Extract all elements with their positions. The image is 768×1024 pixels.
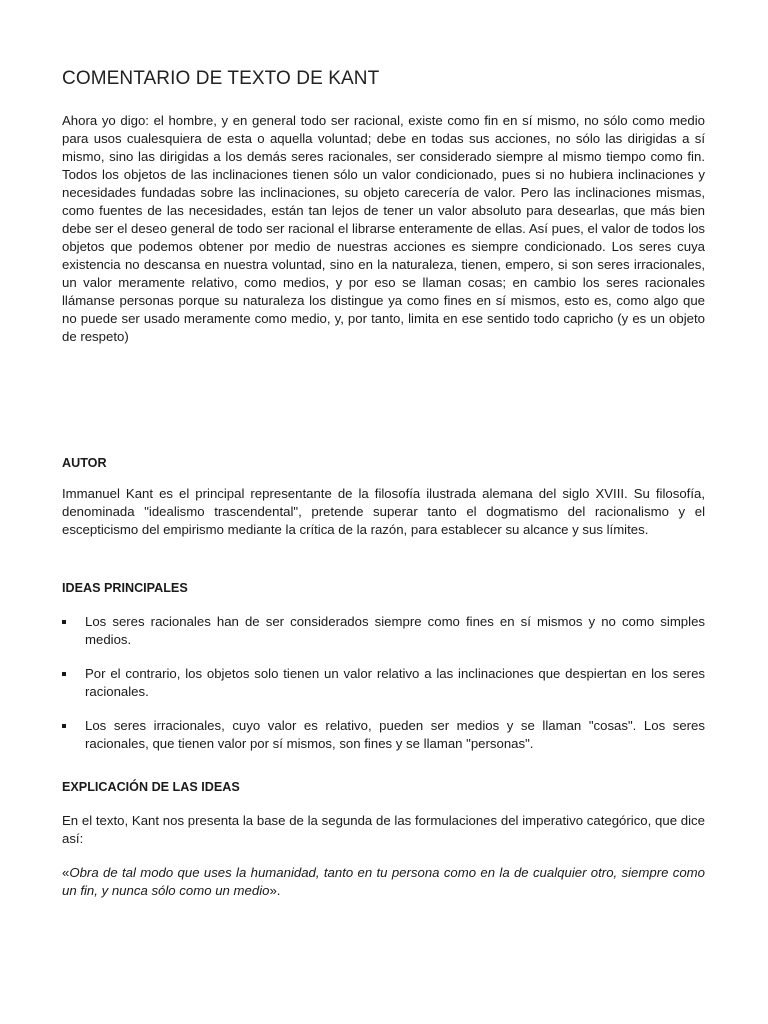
ideas-list <box>62 613 705 753</box>
list-item <box>62 665 705 701</box>
list-item <box>62 613 705 649</box>
document-title: COMENTARIO DE TEXTO DE KANT <box>62 68 380 89</box>
imperative-quote <box>62 864 705 900</box>
section-heading-autor: AUTOR <box>62 456 107 470</box>
idea-text: Por el contrario, los objetos solo tienen un valor relativo a las inclinaciones que despiertan en los seres racionales. <box>85 666 705 699</box>
quote-close-mark: ». <box>269 883 281 898</box>
idea-text: Los seres racionales han de ser considerados siempre como fines en sí mismos y no como simples medios. <box>85 614 705 647</box>
square-bullet-icon <box>62 672 66 676</box>
spacer <box>62 346 705 454</box>
square-bullet-icon <box>62 724 66 728</box>
quote-text: Obra de tal modo que uses la humanidad, tanto en tu persona como en la de cualquier otro, siempre como un fin, y nunca sólo como un medio <box>62 865 705 898</box>
kant-excerpt-paragraph: Ahora yo digo: el hombre, y en general todo ser racional, existe como fin en sí mismo, no sólo como medio para usos cualesquiera de esta o aquella voluntad; debe en todas sus acciones, no sólo las dirigidas a sí mismo, sino las dirigidas a los demás seres racionales, ser considerado siempre al mismo tiempo como fin. Todos los objetos de las inclinaciones tienen sólo un valor condicionado, pues si no hubiera inclinaciones y necesidades fundadas sobre las inclinaciones, su objeto carecería de valor. Pero las inclinaciones mismas, como fuentes de las necesidades, están tan lejos de tener un valor absoluto para desearlas, que más bien debe ser el deseo general de todo ser racional el librarse enteramente de ellas. Así pues, el valor de todos los objetos que podemos obtener por medio de nuestras acciones es siempre condicionado. Los seres cuya existencia no descansa en nuestra voluntad, sino en la naturaleza, tienen, empero, si son seres irracionales, un valor meramente relativo, como medios, y por eso se llaman cosas; en cambio los seres racionales llámanse personas porque su naturaleza los distingue ya como fines en sí mismos, esto es, como algo que no puede ser usado meramente como medio, y, por tanto, limita en ese sentido todo capricho (y es un objeto de respeto) <box>62 113 705 344</box>
quote-open-mark: « <box>62 865 70 880</box>
section-heading-ideas-principales: IDEAS PRINCIPALES <box>62 581 188 595</box>
autor-paragraph: Immanuel Kant es el principal representante de la filosofía ilustrada alemana del siglo XVIII. Su filosofía, denominada "idealismo trascendental", pretende superar tanto el dogmatismo del racionalismo y el escepticismo del empirismo mediante la crítica de la razón, para establecer su alcance y sus límites. <box>62 486 705 537</box>
document-body <box>62 68 705 900</box>
idea-text: Los seres irracionales, cuyo valor es relativo, pueden ser medios y se llaman "cosas". Los seres racionales, que tienen valor por sí mismos, son fines y se llaman "personas". <box>85 718 705 751</box>
square-bullet-icon <box>62 620 66 624</box>
section-heading-explicacion: EXPLICACIÓN DE LAS IDEAS <box>62 780 240 794</box>
list-item <box>62 717 705 753</box>
explicacion-paragraph: En el texto, Kant nos presenta la base de la segunda de las formulaciones del imperativo categórico, que dice así: <box>62 813 705 846</box>
